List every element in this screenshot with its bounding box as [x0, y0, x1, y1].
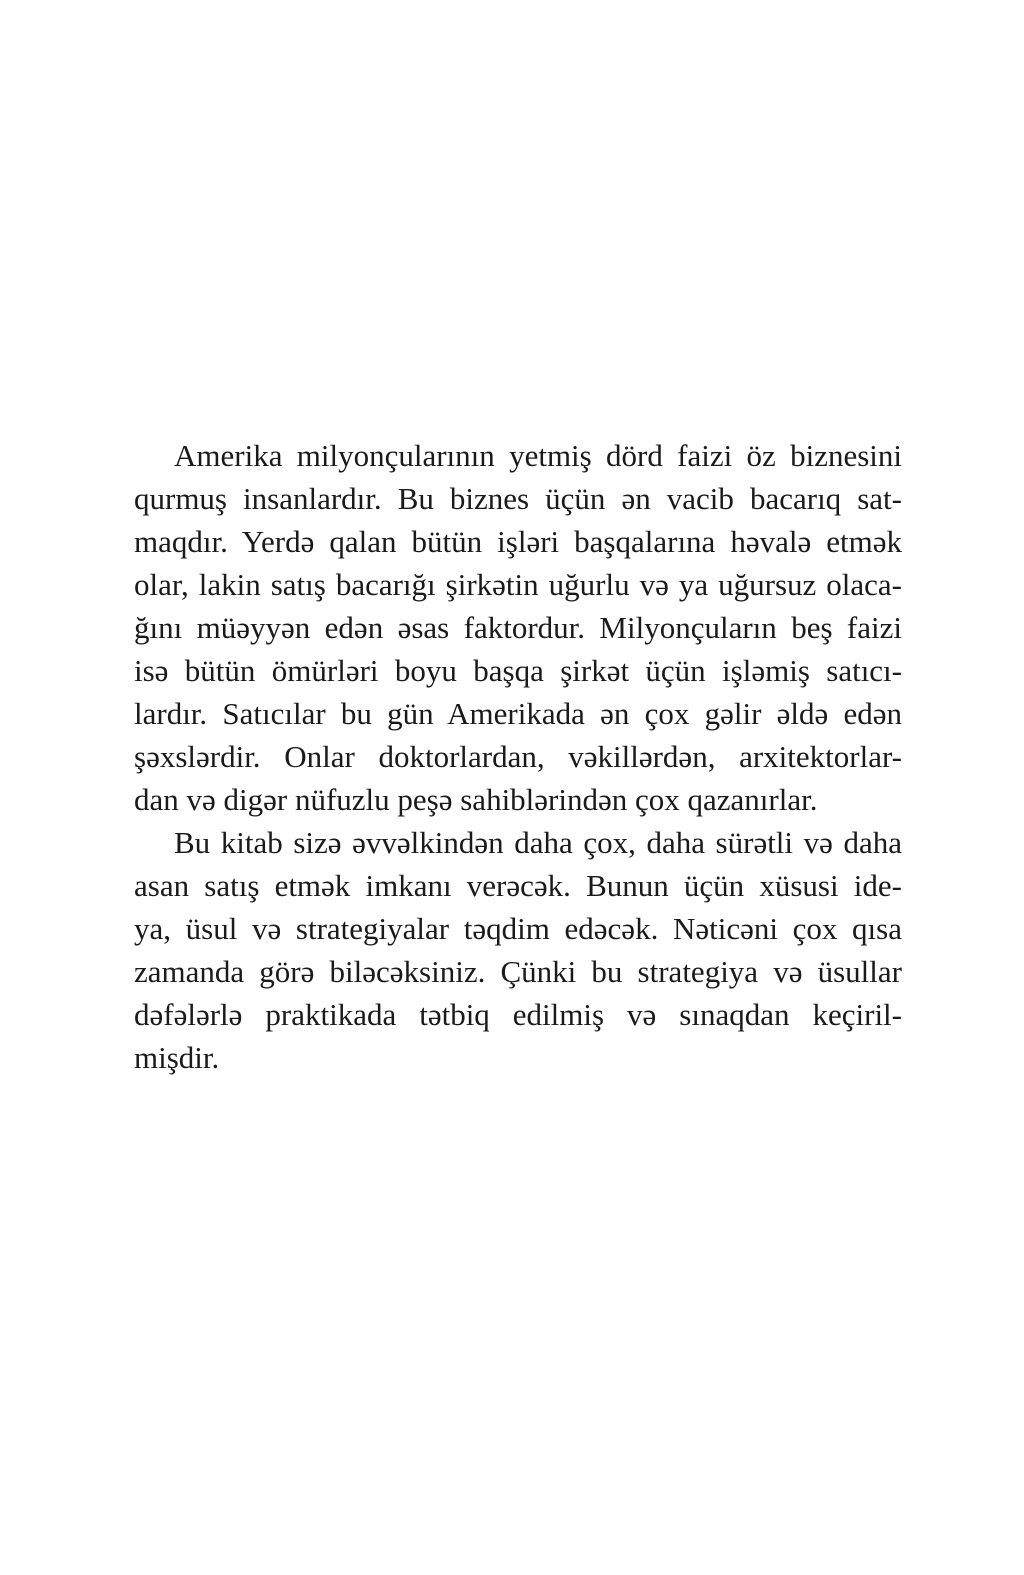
text-line: asan satış etmək imkanı verəcək. Bunun üçün xüsusi ide- [134, 868, 902, 903]
text-line: ya, üsul və strategiyalar təqdim edəcək. Nəticəni çox qısa [134, 911, 902, 946]
text-line: zamanda görə biləcəksiniz. Çünki bu strategiya və üsullar [134, 954, 902, 989]
paragraph-1 [134, 434, 902, 821]
text-line: maqdır. Yerdə qalan bütün işləri başqalarına həvalə etmək [134, 524, 902, 559]
text-line: Amerika milyonçularının yetmiş dörd faizi öz biznesini [174, 438, 902, 473]
text-line: qurmuş insanlardır. Bu biznes üçün ən vacib bacarıq sat- [134, 481, 902, 516]
text-line: lardır. Satıcılar bu gün Amerikada ən çox gəlir əldə edən [134, 696, 902, 731]
text-line: dəfələrlə praktikada tətbiq edilmiş və sınaqdan keçiril- [134, 997, 902, 1032]
text-line: dan və digər nüfuzlu peşə sahiblərindən çox qazanırlar. [134, 782, 818, 817]
body-text [134, 434, 902, 1079]
paragraph-2 [134, 821, 902, 1079]
text-line: şəxslərdir. Onlar doktorlardan, vəkillərdən, arxitektorlar- [134, 739, 902, 774]
text-line: isə bütün ömürləri boyu başqa şirkət üçün işləmiş satıcı- [134, 653, 902, 688]
text-line: mişdir. [134, 1040, 220, 1075]
text-line: ğını müəyyən edən əsas faktordur. Milyonçuların beş faizi [134, 610, 902, 645]
text-line: Bu kitab sizə əvvəlkindən daha çox, daha sürətli və daha [174, 825, 902, 860]
text-line: olar, lakin satış bacarığı şirkətin uğurlu və ya uğursuz olaca- [134, 567, 902, 602]
